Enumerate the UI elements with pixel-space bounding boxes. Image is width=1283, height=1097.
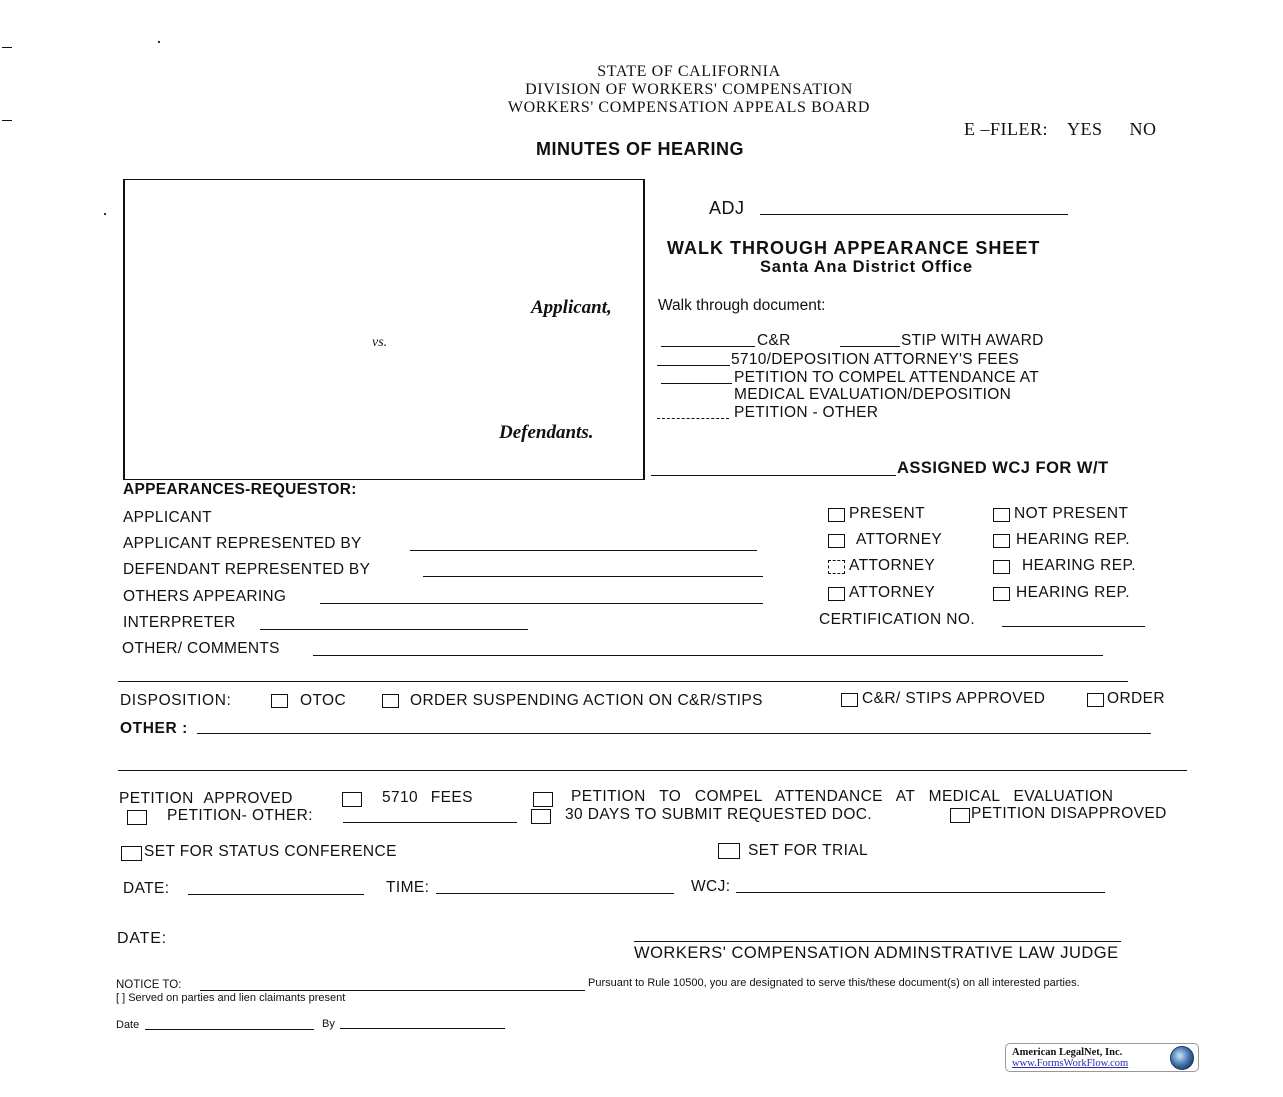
present-label: PRESENT xyxy=(849,505,926,522)
not-present-checkbox[interactable] xyxy=(993,508,1010,522)
signature-date-label: DATE: xyxy=(117,930,167,947)
petition-other-label-2: PETITION- OTHER: xyxy=(167,807,313,824)
defendant-represented-label: DEFENDANT REPRESENTED BY xyxy=(123,561,371,578)
rule-10500-text: Pursuant to Rule 10500, you are designated to serve this/these document(s) on all interested parties. xyxy=(588,977,1080,989)
applicant-row-label: APPLICANT xyxy=(123,509,212,526)
petition-compel-checkbox[interactable] xyxy=(533,792,553,807)
cr-label: C&R xyxy=(757,332,791,349)
applicant-caption-label: Applicant, xyxy=(531,297,612,318)
efiler-label: E –FILER: xyxy=(964,119,1048,139)
petition-compel-label: PETITION TO COMPEL ATTENDANCE AT xyxy=(734,369,1040,386)
agency-line-3: WORKERS' COMPENSATION APPEALS BOARD xyxy=(507,99,871,116)
petition-other-field[interactable] xyxy=(343,822,517,823)
notice-by-field[interactable] xyxy=(340,1028,505,1029)
petition-other-label: PETITION - OTHER xyxy=(734,404,879,421)
judge-title-label: WORKERS' COMPENSATION ADMINSTRATIVE LAW JUDGE xyxy=(634,944,1119,962)
petition-approved-label: PETITION APPROVED xyxy=(119,790,293,807)
applicant-hearing-rep-label: HEARING REP. xyxy=(1016,531,1130,548)
others-appearing-label: OTHERS APPEARING xyxy=(123,588,287,605)
petition-compel-label-2: MEDICAL EVALUATION/DEPOSITION xyxy=(734,386,1012,403)
walk-through-title: WALK THROUGH APPEARANCE SHEET xyxy=(667,238,1041,258)
agency-line-2: DIVISION OF WORKERS' COMPENSATION xyxy=(525,81,853,98)
stip-award-label: STIP WITH AWARD xyxy=(901,332,1044,349)
assigned-wcj-field[interactable] xyxy=(651,475,896,476)
applicant-attorney-label: ATTORNEY xyxy=(856,531,943,548)
applicant-hearing-rep-checkbox[interactable] xyxy=(993,534,1010,548)
petition-compel-blank[interactable] xyxy=(661,383,732,384)
notice-by-label: By xyxy=(322,1018,335,1030)
adj-number-field[interactable] xyxy=(760,214,1068,215)
other-comments-field[interactable] xyxy=(313,655,1103,656)
petition-disapproved-label: PETITION DISAPPROVED xyxy=(971,805,1167,822)
certification-field[interactable] xyxy=(1002,626,1145,627)
certification-label: CERTIFICATION NO. xyxy=(819,611,976,628)
deposition-fees-label: 5710/DEPOSITION ATTORNEY'S FEES xyxy=(731,351,1020,368)
others-appearing-field[interactable] xyxy=(320,603,763,604)
adj-label: ADJ xyxy=(709,198,745,218)
disposition-other-label: OTHER : xyxy=(120,720,188,737)
petition-compel-medical-label: PETITION TO COMPEL ATTENDANCE AT MEDICAL EVALUATION xyxy=(571,788,1114,805)
schedule-date-field[interactable] xyxy=(188,894,364,895)
scan-mark xyxy=(2,47,12,48)
district-office-subtitle: Santa Ana District Office xyxy=(760,258,973,276)
others-attorney-label: ATTORNEY xyxy=(849,584,936,601)
schedule-time-field[interactable] xyxy=(436,893,674,894)
other-comments-field-line-2[interactable] xyxy=(118,681,1128,682)
scan-speck xyxy=(104,213,106,215)
disposition-label: DISPOSITION: xyxy=(120,692,232,709)
deposition-fees-blank[interactable] xyxy=(657,365,730,366)
applicant-attorney-checkbox[interactable] xyxy=(828,534,845,548)
disposition-other-field-line-2[interactable] xyxy=(118,770,1187,771)
walk-through-document-label: Walk through document: xyxy=(658,297,826,314)
defendant-represented-field[interactable] xyxy=(423,576,763,577)
other-comments-label: OTHER/ COMMENTS xyxy=(122,640,280,657)
notice-to-field[interactable] xyxy=(200,990,585,991)
schedule-wcj-label: WCJ: xyxy=(691,878,731,895)
cr-blank[interactable] xyxy=(661,346,755,347)
served-parties-text[interactable]: [ ] Served on parties and lien claimants present xyxy=(116,992,346,1004)
interpreter-field[interactable] xyxy=(260,629,528,630)
defendant-hearing-rep-checkbox[interactable] xyxy=(993,560,1010,574)
order-suspending-checkbox[interactable] xyxy=(382,694,399,708)
efiler-field xyxy=(964,119,1157,140)
status-conference-checkbox[interactable] xyxy=(121,846,142,861)
schedule-time-label: TIME: xyxy=(386,879,430,896)
judge-signature-line[interactable] xyxy=(634,941,1121,942)
scan-speck xyxy=(158,41,160,43)
order-suspending-label: ORDER SUSPENDING ACTION ON C&R/STIPS xyxy=(410,692,763,709)
assigned-wcj-label: ASSIGNED WCJ FOR W/T xyxy=(897,459,1109,477)
scan-mark xyxy=(2,120,12,121)
thirty-days-label: 30 DAYS TO SUBMIT REQUESTED DOC. xyxy=(565,806,873,823)
efiler-yes-option[interactable]: YES xyxy=(1067,119,1103,139)
stip-award-blank[interactable] xyxy=(840,346,900,347)
defendant-attorney-checkbox[interactable] xyxy=(828,560,845,574)
status-conference-label: SET FOR STATUS CONFERENCE xyxy=(144,843,397,860)
notice-date-field[interactable] xyxy=(145,1029,314,1030)
order-label: ORDER xyxy=(1107,690,1165,707)
interpreter-label: INTERPRETER xyxy=(123,614,236,631)
set-for-trial-checkbox[interactable] xyxy=(718,843,740,859)
petition-other-blank[interactable] xyxy=(657,418,729,419)
notice-date-label: Date xyxy=(116,1019,140,1031)
applicant-represented-label: APPLICANT REPRESENTED BY xyxy=(123,535,362,552)
others-hearing-rep-checkbox[interactable] xyxy=(993,587,1010,601)
globe-icon xyxy=(1170,1046,1194,1070)
set-for-trial-label: SET FOR TRIAL xyxy=(748,842,869,859)
applicant-represented-field[interactable] xyxy=(410,550,757,551)
american-legalnet-logo[interactable] xyxy=(1005,1043,1199,1072)
cr-stips-approved-checkbox[interactable] xyxy=(841,693,858,707)
defendant-attorney-label: ATTORNEY xyxy=(849,557,936,574)
disposition-other-field[interactable] xyxy=(197,733,1151,734)
notice-to-label: NOTICE TO: xyxy=(116,979,182,991)
not-present-label: NOT PRESENT xyxy=(1014,505,1129,522)
agency-line-1: STATE OF CALIFORNIA xyxy=(597,63,781,80)
vs-label: vs. xyxy=(372,335,388,350)
appearances-heading: APPEARANCES-REQUESTOR: xyxy=(123,481,357,498)
present-checkbox[interactable] xyxy=(828,508,845,522)
5710-fees-checkbox[interactable] xyxy=(342,792,362,807)
schedule-date-label: DATE: xyxy=(123,880,170,897)
others-attorney-checkbox[interactable] xyxy=(828,587,845,601)
petition-disapproved-checkbox[interactable] xyxy=(950,808,970,823)
order-checkbox[interactable] xyxy=(1087,693,1104,707)
thirty-days-checkbox[interactable] xyxy=(531,809,551,824)
defendant-hearing-rep-label: HEARING REP. xyxy=(1022,557,1136,574)
defendants-caption-label: Defendants. xyxy=(499,422,594,443)
cr-stips-approved-label: C&R/ STIPS APPROVED xyxy=(862,690,1046,707)
efiler-no-option[interactable]: NO xyxy=(1129,119,1157,139)
otoc-label: OTOC xyxy=(300,692,347,709)
5710-fees-label: 5710 FEES xyxy=(382,789,473,806)
others-hearing-rep-label: HEARING REP. xyxy=(1016,584,1130,601)
petition-other-checkbox[interactable] xyxy=(127,810,147,825)
schedule-wcj-field[interactable] xyxy=(736,892,1105,893)
otoc-checkbox[interactable] xyxy=(271,694,288,708)
page-title: MINUTES OF HEARING xyxy=(536,139,745,159)
logo-url-link[interactable]: www.FormsWorkFlow.com xyxy=(1012,1058,1129,1069)
logo-company-name: American LegalNet, Inc. xyxy=(1012,1047,1123,1058)
